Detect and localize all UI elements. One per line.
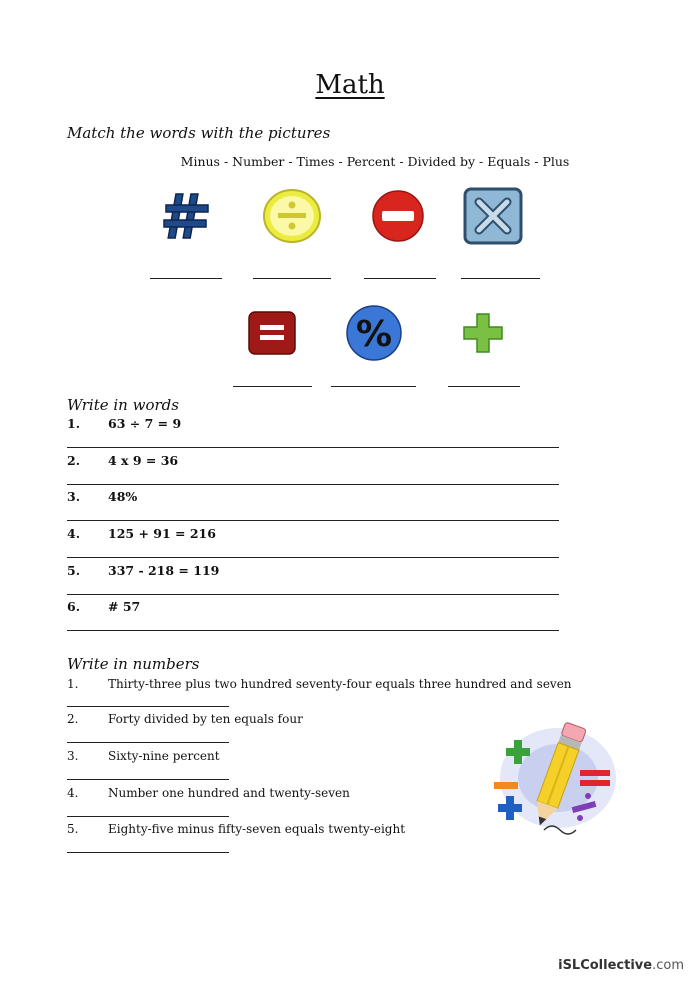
item-number: 6. xyxy=(67,599,81,614)
site-watermark: iSLCollective.com xyxy=(558,958,684,973)
item-number: 4. xyxy=(67,786,79,800)
answer-line[interactable] xyxy=(67,816,229,817)
answer-line[interactable] xyxy=(67,484,559,485)
answer-line[interactable] xyxy=(67,630,559,631)
item-number: 3. xyxy=(67,749,79,763)
item-prompt: 48% xyxy=(108,489,138,504)
answer-blank[interactable] xyxy=(233,386,312,387)
division-icon xyxy=(262,188,322,244)
item-prompt: # 57 xyxy=(108,599,141,614)
answer-line[interactable] xyxy=(67,447,559,448)
item-number: 4. xyxy=(67,526,81,541)
equals-icon xyxy=(247,310,297,356)
answer-blank[interactable] xyxy=(253,278,331,279)
percent-icon xyxy=(344,304,404,362)
plus-icon xyxy=(460,310,506,356)
math-pencil-clipart xyxy=(486,718,620,840)
answer-line[interactable] xyxy=(67,852,229,853)
item-prompt: 125 + 91 = 216 xyxy=(108,526,216,541)
answer-line[interactable] xyxy=(67,594,559,595)
answer-line[interactable] xyxy=(67,779,229,780)
page-title: Math xyxy=(315,70,385,100)
section-heading-write-numbers: Write in numbers xyxy=(67,655,200,673)
multiply-icon xyxy=(462,186,524,246)
item-prompt: Forty divided by ten equals four xyxy=(108,712,303,726)
item-number: 3. xyxy=(67,489,81,504)
answer-blank[interactable] xyxy=(461,278,540,279)
item-prompt: Thirty-three plus two hundred seventy-four equals three hundred and seven xyxy=(108,677,572,691)
item-number: 5. xyxy=(67,563,81,578)
item-prompt: Eighty-five minus fifty-seven equals twenty-eight xyxy=(108,822,406,836)
item-prompt: 4 x 9 = 36 xyxy=(108,453,179,468)
section-heading-write-words: Write in words xyxy=(67,396,179,414)
item-number: 2. xyxy=(67,453,81,468)
answer-blank[interactable] xyxy=(331,386,416,387)
word-bank: Minus - Number - Times - Percent - Divided by - Equals - Plus xyxy=(180,154,570,169)
number-sign-icon xyxy=(160,188,216,244)
item-number: 1. xyxy=(67,677,79,691)
answer-line[interactable] xyxy=(67,706,229,707)
item-prompt: Number one hundred and twenty-seven xyxy=(108,786,350,800)
answer-line[interactable] xyxy=(67,742,229,743)
item-prompt: 63 ÷ 7 = 9 xyxy=(108,416,182,431)
answer-blank[interactable] xyxy=(448,386,520,387)
item-prompt: 337 - 218 = 119 xyxy=(108,563,220,578)
item-number: 2. xyxy=(67,712,79,726)
minus-icon xyxy=(370,190,426,242)
item-number: 5. xyxy=(67,822,79,836)
section-heading-match: Match the words with the pictures xyxy=(67,124,331,142)
answer-blank[interactable] xyxy=(150,278,222,279)
answer-blank[interactable] xyxy=(364,278,436,279)
answer-line[interactable] xyxy=(67,557,559,558)
svg-text:%: % xyxy=(355,314,393,355)
answer-line[interactable] xyxy=(67,520,559,521)
item-prompt: Sixty-nine percent xyxy=(108,749,220,763)
item-number: 1. xyxy=(67,416,81,431)
